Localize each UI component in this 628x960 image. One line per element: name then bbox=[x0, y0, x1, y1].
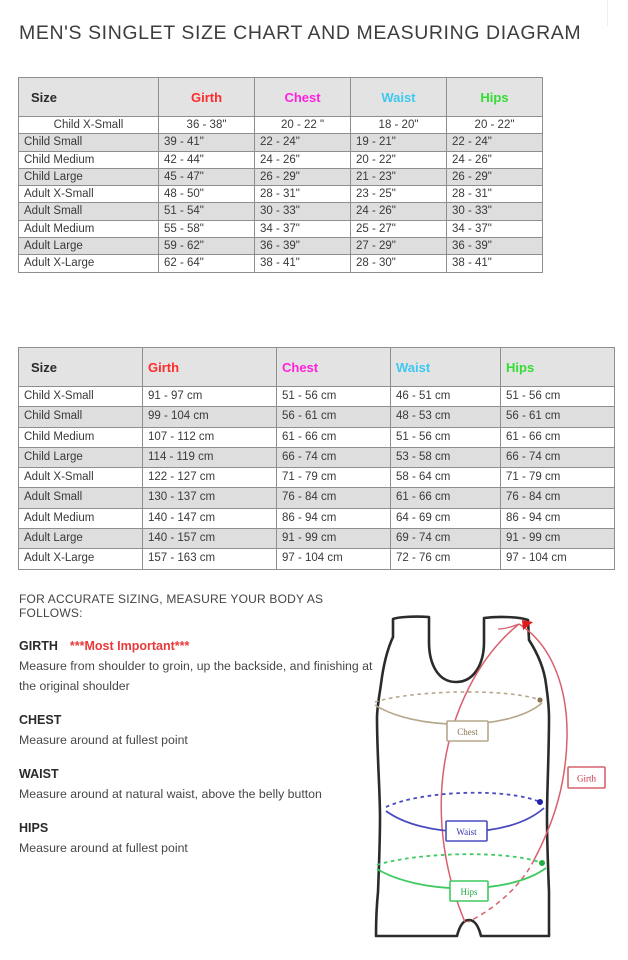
column-header-waist: Waist bbox=[391, 348, 501, 387]
table-row bbox=[19, 488, 615, 508]
cell-measurement: 36 - 38" bbox=[159, 117, 255, 134]
hips-label bbox=[450, 881, 488, 901]
cell-size: Adult X-Large bbox=[19, 255, 159, 272]
column-header-waist: Waist bbox=[351, 78, 447, 117]
cell-measurement: 91 - 99 cm bbox=[501, 529, 615, 549]
cell-size: Adult Medium bbox=[19, 220, 159, 237]
cell-measurement: 99 - 104 cm bbox=[143, 407, 277, 427]
cell-measurement: 114 - 119 cm bbox=[143, 447, 277, 467]
table-header-row bbox=[19, 348, 615, 387]
singlet-diagram bbox=[368, 602, 626, 958]
measuring-instructions bbox=[19, 592, 389, 875]
instruction-block-waist bbox=[19, 767, 389, 804]
waist-label bbox=[446, 821, 487, 841]
cell-measurement: 71 - 79 cm bbox=[501, 468, 615, 488]
table-row bbox=[19, 427, 615, 447]
cell-measurement: 107 - 112 cm bbox=[143, 427, 277, 447]
cell-size: Adult Small bbox=[19, 488, 143, 508]
column-header-size: Size bbox=[19, 348, 143, 387]
cell-size: Adult X-Small bbox=[19, 468, 143, 488]
column-header-hips: Hips bbox=[447, 78, 543, 117]
cell-measurement: 28 - 31" bbox=[447, 186, 543, 203]
cell-measurement: 76 - 84 cm bbox=[501, 488, 615, 508]
table-row bbox=[19, 508, 615, 528]
cell-measurement: 19 - 21" bbox=[351, 134, 447, 151]
cell-measurement: 38 - 41" bbox=[447, 255, 543, 272]
cell-size: Adult X-Large bbox=[19, 549, 143, 569]
table-row bbox=[19, 186, 543, 203]
column-header-chest: Chest bbox=[277, 348, 391, 387]
cell-measurement: 97 - 104 cm bbox=[501, 549, 615, 569]
table-row bbox=[19, 407, 615, 427]
cell-measurement: 48 - 50" bbox=[159, 186, 255, 203]
cell-measurement: 23 - 25" bbox=[351, 186, 447, 203]
cell-measurement: 27 - 29" bbox=[351, 238, 447, 255]
cell-measurement: 20 - 22" bbox=[351, 151, 447, 168]
table-row bbox=[19, 151, 543, 168]
cell-size: Child Small bbox=[19, 407, 143, 427]
waist-label-text: Waist bbox=[456, 827, 477, 837]
cell-measurement: 56 - 61 cm bbox=[501, 407, 615, 427]
cell-measurement: 72 - 76 cm bbox=[391, 549, 501, 569]
cell-measurement: 56 - 61 cm bbox=[277, 407, 391, 427]
hips-endpoint-marker bbox=[539, 860, 545, 866]
cell-measurement: 59 - 62" bbox=[159, 238, 255, 255]
instruction-heading-chest: CHEST bbox=[19, 713, 62, 727]
cell-measurement: 38 - 41" bbox=[255, 255, 351, 272]
cell-measurement: 26 - 29" bbox=[255, 168, 351, 185]
cell-measurement: 122 - 127 cm bbox=[143, 468, 277, 488]
cell-measurement: 46 - 51 cm bbox=[391, 387, 501, 407]
cell-measurement: 36 - 39" bbox=[447, 238, 543, 255]
cell-size: Child Large bbox=[19, 447, 143, 467]
cell-measurement: 91 - 99 cm bbox=[277, 529, 391, 549]
table-row bbox=[19, 117, 543, 134]
girth-label-text: Girth bbox=[577, 773, 596, 784]
instruction-heading-girth bbox=[19, 639, 389, 653]
waist-endpoint-marker bbox=[537, 799, 543, 805]
cell-measurement: 69 - 74 cm bbox=[391, 529, 501, 549]
column-header-chest: Chest bbox=[255, 78, 351, 117]
instruction-body-girth: Measure from shoulder to groin, up the backside, and finishing at the original shoulder bbox=[19, 659, 373, 693]
cell-measurement: 26 - 29" bbox=[447, 168, 543, 185]
cell-size: Adult Medium bbox=[19, 508, 143, 528]
instruction-block-chest bbox=[19, 713, 389, 750]
cell-measurement: 61 - 66 cm bbox=[277, 427, 391, 447]
cell-measurement: 130 - 137 cm bbox=[143, 488, 277, 508]
page-title: MEN'S SINGLET SIZE CHART AND MEASURING DIAGRAM bbox=[19, 22, 582, 44]
column-header-girth: Girth bbox=[159, 78, 255, 117]
cell-measurement: 42 - 44" bbox=[159, 151, 255, 168]
table-body bbox=[19, 117, 543, 273]
column-header-girth: Girth bbox=[143, 348, 277, 387]
cell-measurement: 140 - 147 cm bbox=[143, 508, 277, 528]
chest-endpoint-marker bbox=[537, 697, 542, 702]
instruction-heading-text: GIRTH bbox=[19, 639, 58, 653]
table-row bbox=[19, 134, 543, 151]
cell-measurement: 140 - 157 cm bbox=[143, 529, 277, 549]
cell-size: Child Large bbox=[19, 168, 159, 185]
table-row bbox=[19, 529, 615, 549]
cell-measurement: 62 - 64" bbox=[159, 255, 255, 272]
cell-measurement: 45 - 47" bbox=[159, 168, 255, 185]
table-row bbox=[19, 238, 543, 255]
table-body bbox=[19, 387, 615, 570]
cell-measurement: 39 - 41" bbox=[159, 134, 255, 151]
cell-measurement: 20 - 22" bbox=[447, 117, 543, 134]
cell-measurement: 91 - 97 cm bbox=[143, 387, 277, 407]
cell-measurement: 64 - 69 cm bbox=[391, 508, 501, 528]
cell-size: Adult Large bbox=[19, 238, 159, 255]
instruction-body-hips: Measure around at fullest point bbox=[19, 841, 188, 855]
cell-size: Child Small bbox=[19, 134, 159, 151]
cell-measurement: 48 - 53 cm bbox=[391, 407, 501, 427]
hips-label-text: Hips bbox=[460, 887, 478, 897]
cell-size: Child X-Small bbox=[19, 387, 143, 407]
cell-measurement: 157 - 163 cm bbox=[143, 549, 277, 569]
cell-measurement: 36 - 39" bbox=[255, 238, 351, 255]
cell-size: Child Medium bbox=[19, 151, 159, 168]
girth-label bbox=[568, 767, 605, 788]
column-header-size: Size bbox=[19, 78, 159, 117]
cell-size: Child Medium bbox=[19, 427, 143, 447]
cell-measurement: 21 - 23" bbox=[351, 168, 447, 185]
cell-measurement: 97 - 104 cm bbox=[277, 549, 391, 569]
cell-measurement: 66 - 74 cm bbox=[501, 447, 615, 467]
instruction-block-girth bbox=[19, 639, 389, 696]
cell-size: Child X-Small bbox=[19, 117, 159, 134]
cell-measurement: 28 - 31" bbox=[255, 186, 351, 203]
cell-measurement: 61 - 66 cm bbox=[391, 488, 501, 508]
cell-measurement: 51 - 54" bbox=[159, 203, 255, 220]
size-chart-centimeters bbox=[18, 347, 615, 570]
table-row bbox=[19, 220, 543, 237]
cell-measurement: 34 - 37" bbox=[255, 220, 351, 237]
instruction-heading-hips: HIPS bbox=[19, 821, 49, 835]
cell-measurement: 22 - 24" bbox=[447, 134, 543, 151]
cell-measurement: 71 - 79 cm bbox=[277, 468, 391, 488]
cell-measurement: 30 - 33" bbox=[447, 203, 543, 220]
cell-measurement: 25 - 27" bbox=[351, 220, 447, 237]
cell-measurement: 53 - 58 cm bbox=[391, 447, 501, 467]
cell-measurement: 51 - 56 cm bbox=[501, 387, 615, 407]
cell-size: Adult X-Small bbox=[19, 186, 159, 203]
instruction-body-waist: Measure around at natural waist, above the belly button bbox=[19, 787, 322, 801]
table-row bbox=[19, 447, 615, 467]
table-row bbox=[19, 468, 615, 488]
cell-measurement: 28 - 30" bbox=[351, 255, 447, 272]
table-row bbox=[19, 387, 615, 407]
cell-measurement: 51 - 56 cm bbox=[277, 387, 391, 407]
page-edge-marker bbox=[607, 0, 608, 26]
cell-measurement: 61 - 66 cm bbox=[501, 427, 615, 447]
cell-measurement: 18 - 20" bbox=[351, 117, 447, 134]
cell-measurement: 30 - 33" bbox=[255, 203, 351, 220]
table-row bbox=[19, 168, 543, 185]
table-row bbox=[19, 203, 543, 220]
cell-measurement: 86 - 94 cm bbox=[501, 508, 615, 528]
cell-measurement: 22 - 24" bbox=[255, 134, 351, 151]
cell-measurement: 51 - 56 cm bbox=[391, 427, 501, 447]
instruction-body-chest: Measure around at fullest point bbox=[19, 733, 188, 747]
cell-measurement: 58 - 64 cm bbox=[391, 468, 501, 488]
table-row bbox=[19, 255, 543, 272]
cell-measurement: 76 - 84 cm bbox=[277, 488, 391, 508]
column-header-hips: Hips bbox=[501, 348, 615, 387]
instruction-block-hips bbox=[19, 821, 389, 858]
table-header-row bbox=[19, 78, 543, 117]
cell-measurement: 66 - 74 cm bbox=[277, 447, 391, 467]
cell-measurement: 34 - 37" bbox=[447, 220, 543, 237]
cell-size: Adult Large bbox=[19, 529, 143, 549]
cell-measurement: 24 - 26" bbox=[447, 151, 543, 168]
cell-measurement: 20 - 22 " bbox=[255, 117, 351, 134]
table-row bbox=[19, 549, 615, 569]
chest-label-text: Chest bbox=[457, 727, 478, 737]
cell-measurement: 24 - 26" bbox=[351, 203, 447, 220]
cell-measurement: 86 - 94 cm bbox=[277, 508, 391, 528]
cell-measurement: 55 - 58" bbox=[159, 220, 255, 237]
cell-measurement: 24 - 26" bbox=[255, 151, 351, 168]
chest-label bbox=[447, 721, 488, 741]
cell-size: Adult Small bbox=[19, 203, 159, 220]
instruction-heading-waist: WAIST bbox=[19, 767, 59, 781]
instruction-emphasis-text: ***Most Important*** bbox=[69, 639, 190, 653]
size-chart-inches bbox=[18, 77, 543, 273]
instructions-lead: FOR ACCURATE SIZING, MEASURE YOUR BODY AS FOLLOWS: bbox=[19, 592, 324, 620]
